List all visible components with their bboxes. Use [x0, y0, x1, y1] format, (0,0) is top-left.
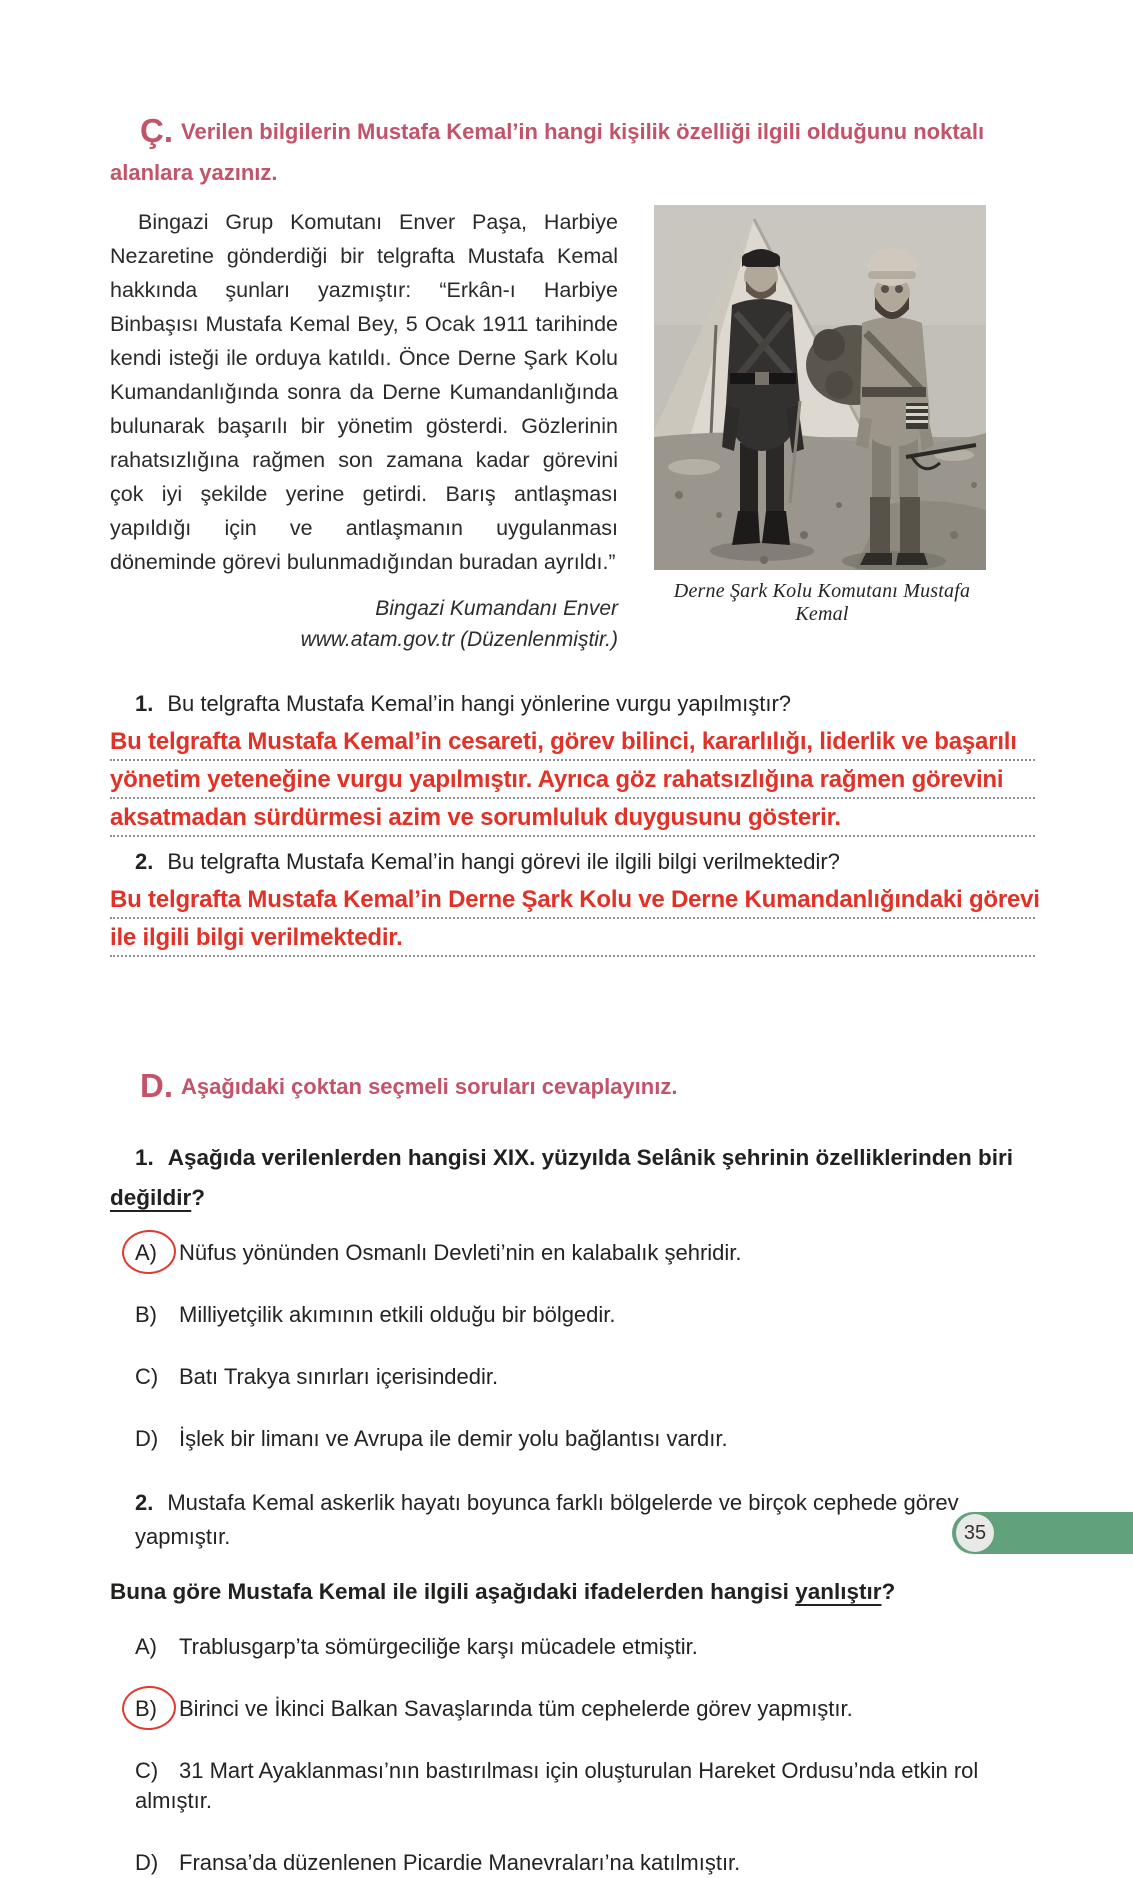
answer-write-line[interactable]: yönetim yeteneğine vurgu yapılmıştır. Ayrıca göz rahatsızlığına rağmen görevini	[110, 763, 1035, 799]
mc-question-1	[110, 1138, 1035, 1454]
section-c-header	[110, 106, 1035, 189]
answer-write-line[interactable]: Bu telgrafta Mustafa Kemal’in Derne Şark Kolu ve Derne Kumandanlığındaki görevi	[110, 883, 1035, 919]
mc2-options	[110, 1632, 1035, 1878]
stem-suffix: ?	[881, 1579, 896, 1604]
option-text: Batı Trakya sınırları içerisindedir.	[179, 1364, 499, 1389]
question-number: 1.	[135, 690, 154, 716]
page-number-badge	[956, 1514, 994, 1552]
option-text: İşlek bir limanı ve Avrupa ile demir yolu bağlantısı vardır.	[179, 1426, 728, 1451]
passage-column	[110, 205, 618, 655]
question-number: 2.	[135, 848, 154, 874]
option-letter: A)	[135, 1238, 179, 1268]
mc2-intro	[110, 1486, 1035, 1554]
option-letter: A)	[135, 1634, 157, 1659]
mc2-option-d[interactable]	[110, 1848, 1035, 1878]
photo-caption: Derne Şark Kolu Komutanı Mustafa Kemal	[673, 579, 971, 625]
mc1-option-c[interactable]	[110, 1362, 1035, 1392]
section-c-letter: Ç.	[140, 112, 173, 149]
soldiers-photo	[654, 205, 986, 570]
question-text: Bu telgrafta Mustafa Kemal’in hangi yönlerine vurgu yapılmıştır?	[167, 690, 792, 716]
intro-text: Mustafa Kemal askerlik hayatı boyunca farklı bölgelerde ve birçok cephede görev yapmıştır.	[135, 1490, 959, 1549]
option-text: Fransa’da düzenlenen Picardie Manevraları’na katılmıştır.	[179, 1850, 741, 1875]
mc1-options	[110, 1238, 1035, 1454]
telegram-passage: Bingazi Grup Komutanı Enver Paşa, Harbiye Nezaretine gönderdiği bir telgrafta Mustafa Kemal hakkında şunları yazmıştır: “Erkân-ı Harbiye Binbaşısı Mustafa Kemal Bey, 5 Ocak 1911 tarihinde kendi isteği ile orduya katıldı. Önce Derne Şark Kolu Kumandanlığında sonra da Derne Kumandanlığında bulunarak başarılı bir yönetim gösterdi. Gözlerinin rahatsızlığına rağmen son zamana kadar görevini çok iyi şekilde yerine getirdi. Barış antlaşması yapıldığı için ve antlaşmanın uygulanması döneminde görevi bulunmadığından buradan ayrıldı.”	[110, 209, 618, 574]
option-letter: D)	[135, 1426, 159, 1451]
section-d-instruction: Aşağıdaki çoktan seçmeli soruları cevaplayınız.	[181, 1073, 678, 1099]
stem-text: Aşağıda verilenlerden hangisi XIX. yüzyılda Selânik şehrinin özelliklerinden biri	[167, 1145, 1014, 1170]
answer-write-line[interactable]: ile ilgili bilgi verilmektedir.	[110, 921, 1035, 957]
answer-write-line[interactable]: Bu telgrafta Mustafa Kemal’in cesareti, görev bilinci, kararlılığı, liderlik ve başarılı	[110, 725, 1035, 761]
section-c-instruction: Verilen bilgilerin Mustafa Kemal’in hangi kişilik özelliği ilgili olduğunu noktalı alanlara yazınız.	[110, 119, 985, 185]
option-text: Trablusgarp’ta sömürgeciliğe karşı mücadele etmiştir.	[179, 1634, 698, 1659]
passage-and-photo	[110, 205, 1035, 655]
question-number: 1.	[135, 1145, 154, 1170]
open-questions	[110, 689, 1040, 957]
option-text: 31 Mart Ayaklanması’nın bastırılması için oluşturulan Hareket Ordusu’nda etkin rol almıştır.	[135, 1758, 979, 1813]
mc1-stem	[110, 1138, 1035, 1218]
option-letter: C)	[135, 1364, 159, 1389]
option-text: Milliyetçilik akımının etkili olduğu bir bölgedir.	[179, 1302, 616, 1327]
passage-attribution	[110, 593, 618, 655]
mc1-option-b[interactable]	[110, 1300, 1035, 1330]
option-letter: B)	[135, 1694, 179, 1724]
open-question-2	[110, 847, 1035, 877]
attribution-source: www.atam.gov.tr (Düzenlenmiştir.)	[300, 627, 618, 651]
mc1-option-d[interactable]	[110, 1424, 1035, 1454]
stem-underlined: değildir	[110, 1185, 192, 1210]
attribution-author: Bingazi Kumandanı Enver	[375, 596, 618, 620]
page-number: 35	[963, 1521, 987, 1544]
open-question-1	[110, 689, 1035, 719]
section-d-letter: D.	[140, 1066, 173, 1104]
mc2-option-b[interactable]	[110, 1694, 1035, 1724]
question-text: Bu telgrafta Mustafa Kemal’in hangi görevi ile ilgili bilgi verilmektedir?	[167, 848, 840, 874]
soldiers-photo-illustration	[654, 205, 986, 570]
page-footer-bar	[952, 1512, 1133, 1554]
option-letter: C)	[135, 1758, 159, 1783]
option-letter: B)	[135, 1302, 157, 1327]
option-text: Birinci ve İkinci Balkan Savaşlarında tüm cephelerde görev yapmıştır.	[179, 1696, 853, 1721]
question-number: 2.	[135, 1490, 154, 1515]
section-d-header	[110, 1061, 1035, 1111]
answer-write-line[interactable]: aksatmadan sürdürmesi azim ve sorumluluk duygusunu gösterir.	[110, 801, 1035, 837]
option-text: Nüfus yönünden Osmanlı Devleti’nin en kalabalık şehridir.	[179, 1240, 742, 1265]
mc2-option-c[interactable]	[110, 1756, 1035, 1816]
photo-column	[654, 205, 990, 655]
stem-suffix: ?	[191, 1185, 206, 1210]
stem-underlined: yanlıştır	[795, 1579, 882, 1604]
mc1-option-a[interactable]	[110, 1238, 1035, 1268]
mc2-stem	[110, 1572, 1035, 1612]
mc2-option-a[interactable]	[110, 1632, 1035, 1662]
mc-question-2	[110, 1486, 1035, 1878]
stem-text: Buna göre Mustafa Kemal ile ilgili aşağıdaki ifadelerden hangisi	[110, 1579, 796, 1604]
option-letter: D)	[135, 1850, 159, 1875]
